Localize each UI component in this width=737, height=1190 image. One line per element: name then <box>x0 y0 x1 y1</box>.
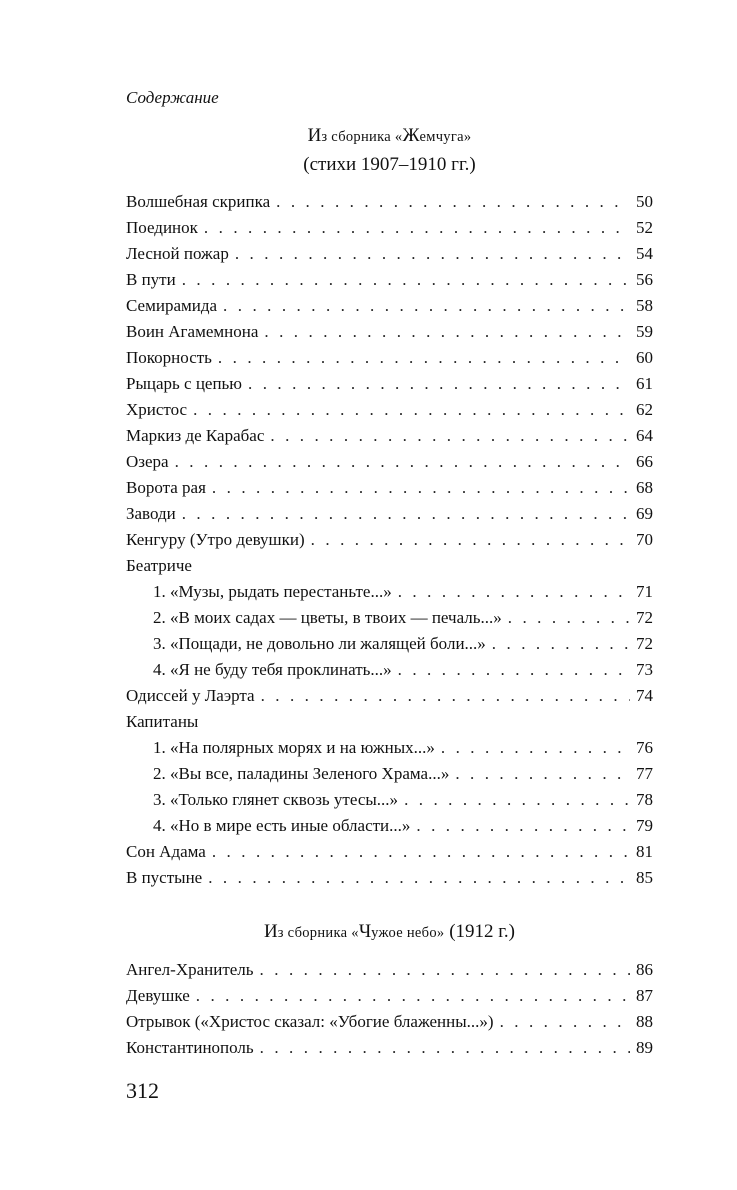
toc-entry[interactable] <box>126 215 653 241</box>
toc-entry-title: Одиссей у Лаэрта <box>126 686 255 705</box>
section-subtitle: (стихи 1907–1910 гг.) <box>303 154 476 175</box>
toc-entry[interactable] <box>126 1035 653 1061</box>
toc-entry-title: 4. «Я не буду тебя проклинать...» <box>153 660 392 679</box>
toc-entry[interactable] <box>126 579 653 605</box>
toc-entry[interactable] <box>126 631 653 657</box>
toc-entry[interactable] <box>126 683 653 709</box>
dot-leader <box>212 839 630 865</box>
toc-entry-page: 74 <box>636 686 653 705</box>
heading-capital: И <box>263 921 278 942</box>
section-title-chuzhoe-nebo <box>126 918 653 947</box>
dot-leader <box>398 579 630 605</box>
dot-leader <box>235 241 630 267</box>
toc-entry[interactable] <box>126 319 653 345</box>
toc-entry[interactable] <box>126 865 653 891</box>
toc-entry[interactable] <box>126 709 653 735</box>
toc-entry-page: 88 <box>636 1012 653 1031</box>
toc-entry-page: 87 <box>636 986 653 1005</box>
toc-entry-title: Рыцарь с цепью <box>126 374 243 393</box>
toc-entry-title: Поединок <box>126 218 198 237</box>
toc-entry-page: 68 <box>636 478 653 497</box>
toc-entry-page: 78 <box>636 790 653 809</box>
dot-leader <box>223 293 630 319</box>
toc-entry-page: 69 <box>636 504 653 523</box>
toc-entry-page: 76 <box>636 738 653 757</box>
dot-leader <box>492 631 630 657</box>
toc-entry-title: 4. «Но в мире есть иные области...» <box>153 816 411 835</box>
toc-entry-title: 1. «На полярных морях и на южных...» <box>153 738 435 757</box>
dot-leader <box>508 605 630 631</box>
dot-leader <box>196 983 630 1009</box>
toc-entry-page: 85 <box>636 868 653 887</box>
toc-entry-title: 3. «Только глянет сквозь утесы...» <box>153 790 399 809</box>
dot-leader <box>208 865 630 891</box>
toc-entry[interactable] <box>126 605 653 631</box>
dot-leader <box>248 371 630 397</box>
dot-leader <box>182 501 630 527</box>
toc-entry[interactable] <box>126 813 653 839</box>
toc-entry-title: 1. «Музы, рыдать перестаньте...» <box>153 582 392 601</box>
toc-entry-page: 62 <box>636 400 653 419</box>
toc-entry-page: 72 <box>636 634 653 653</box>
toc-entry-title: В пути <box>126 270 176 289</box>
toc-entry[interactable] <box>126 787 653 813</box>
dot-leader <box>270 423 630 449</box>
toc-entry-page: 61 <box>636 374 653 393</box>
section-heading <box>126 918 653 947</box>
toc-entry[interactable] <box>126 527 653 553</box>
toc-entry-page: 72 <box>636 608 653 627</box>
toc-entry[interactable] <box>126 957 653 983</box>
toc-entry-title: В пустыне <box>126 868 203 887</box>
dot-leader <box>276 189 630 215</box>
dot-leader <box>212 475 630 501</box>
toc-entry-title: Озера <box>126 452 169 471</box>
toc-entry[interactable] <box>126 241 653 267</box>
toc-entry-page: 56 <box>636 270 653 289</box>
dot-leader <box>311 527 630 553</box>
dot-leader <box>260 957 630 983</box>
toc-entry-title: Девушке <box>126 986 190 1005</box>
toc-entry-title: 2. «В моих садах — цветы, в твоих — печаль...» <box>153 608 502 627</box>
toc-entry-page: 50 <box>636 192 653 211</box>
toc-entry[interactable] <box>126 423 653 449</box>
toc-entry-page: 59 <box>636 322 653 341</box>
dot-leader <box>261 683 630 709</box>
toc-entry-page: 66 <box>636 452 653 471</box>
heading-capital: Ж <box>402 125 420 146</box>
toc-entry[interactable] <box>126 475 653 501</box>
section-heading <box>126 122 653 151</box>
heading-small-caps: ужое небо» <box>371 925 445 941</box>
dot-leader <box>264 319 630 345</box>
toc-entry-title: Ангел-Хранитель <box>126 960 254 979</box>
toc-entry-page: 86 <box>636 960 653 979</box>
toc-entry[interactable] <box>126 397 653 423</box>
dot-leader <box>404 787 630 813</box>
heading-small-caps: емчуга» <box>419 129 472 145</box>
toc-entry[interactable] <box>126 1009 653 1035</box>
dot-leader <box>441 735 630 761</box>
toc-entry[interactable] <box>126 449 653 475</box>
heading-year: (1912 г.) <box>444 921 516 942</box>
toc-entry-page: 89 <box>636 1038 653 1057</box>
toc-entry-page: 71 <box>636 582 653 601</box>
dot-leader <box>260 1035 630 1061</box>
toc-entry-title: Кенгуру (Утро девушки) <box>126 530 305 549</box>
dot-leader <box>398 657 630 683</box>
toc-entry-title: Беатриче <box>126 556 192 575</box>
dot-leader <box>416 813 630 839</box>
toc-entry[interactable] <box>126 761 653 787</box>
toc-entry-title: Константинополь <box>126 1038 254 1057</box>
toc-entry-page: 81 <box>636 842 653 861</box>
toc-entry[interactable] <box>126 371 653 397</box>
dot-leader <box>193 397 630 423</box>
toc-entry-title: Лесной пожар <box>126 244 229 263</box>
page-number: 312 <box>126 1078 159 1103</box>
toc-entry-page: 79 <box>636 816 653 835</box>
toc-entry[interactable] <box>126 553 653 579</box>
running-head: Содержание <box>126 88 219 107</box>
toc-entry[interactable] <box>126 735 653 761</box>
toc-entry-page: 64 <box>636 426 653 445</box>
toc-list-zhemchuga <box>126 189 653 891</box>
toc-entry-title: Маркиз де Карабас <box>126 426 265 445</box>
toc-entry-title: Семирамида <box>126 296 218 315</box>
heading-capital: Ч <box>358 921 372 942</box>
toc-entry[interactable] <box>126 501 653 527</box>
toc-entry[interactable] <box>126 657 653 683</box>
toc-list-chuzhoe-nebo <box>126 957 653 1061</box>
toc-entry-title: 3. «Пощади, не довольно ли жалящей боли...» <box>153 634 486 653</box>
heading-small-caps: з сборника « <box>321 129 403 145</box>
toc-entry-title: Отрывок («Христос сказал: «Убогие блаженны...») <box>126 1012 494 1031</box>
dot-leader <box>175 449 630 475</box>
toc-entry[interactable] <box>126 293 653 319</box>
heading-capital: И <box>307 125 322 146</box>
toc-entry[interactable] <box>126 839 653 865</box>
toc-entry-title: Покорность <box>126 348 212 367</box>
heading-small-caps: з сборника « <box>277 925 359 941</box>
toc-entry[interactable] <box>126 267 653 293</box>
dot-leader <box>455 761 630 787</box>
toc-entry-page: 54 <box>636 244 653 263</box>
toc-entry[interactable] <box>126 983 653 1009</box>
dot-leader <box>500 1009 630 1035</box>
toc-entry-title: Волшебная скрипка <box>126 192 271 211</box>
toc-entry-title: Сон Адама <box>126 842 206 861</box>
toc-entry[interactable] <box>126 345 653 371</box>
toc-entry-page: 58 <box>636 296 653 315</box>
toc-entry-title: Заводи <box>126 504 176 523</box>
dot-leader <box>218 345 630 371</box>
dot-leader <box>204 215 630 241</box>
toc-entry-title: 2. «Вы все, паладины Зеленого Храма...» <box>153 764 450 783</box>
toc-entry-page: 70 <box>636 530 653 549</box>
section-title-zhemchuga <box>126 122 653 179</box>
toc-entry-title: Капитаны <box>126 712 199 731</box>
dot-leader <box>182 267 630 293</box>
toc-entry-page: 73 <box>636 660 653 679</box>
toc-entry-title: Воин Агамемнона <box>126 322 259 341</box>
toc-entry[interactable] <box>126 189 653 215</box>
toc-entry-page: 52 <box>636 218 653 237</box>
toc-entry-title: Христос <box>126 400 188 419</box>
toc-entry-title: Ворота рая <box>126 478 206 497</box>
toc-entry-page: 60 <box>636 348 653 367</box>
toc-entry-page: 77 <box>636 764 653 783</box>
